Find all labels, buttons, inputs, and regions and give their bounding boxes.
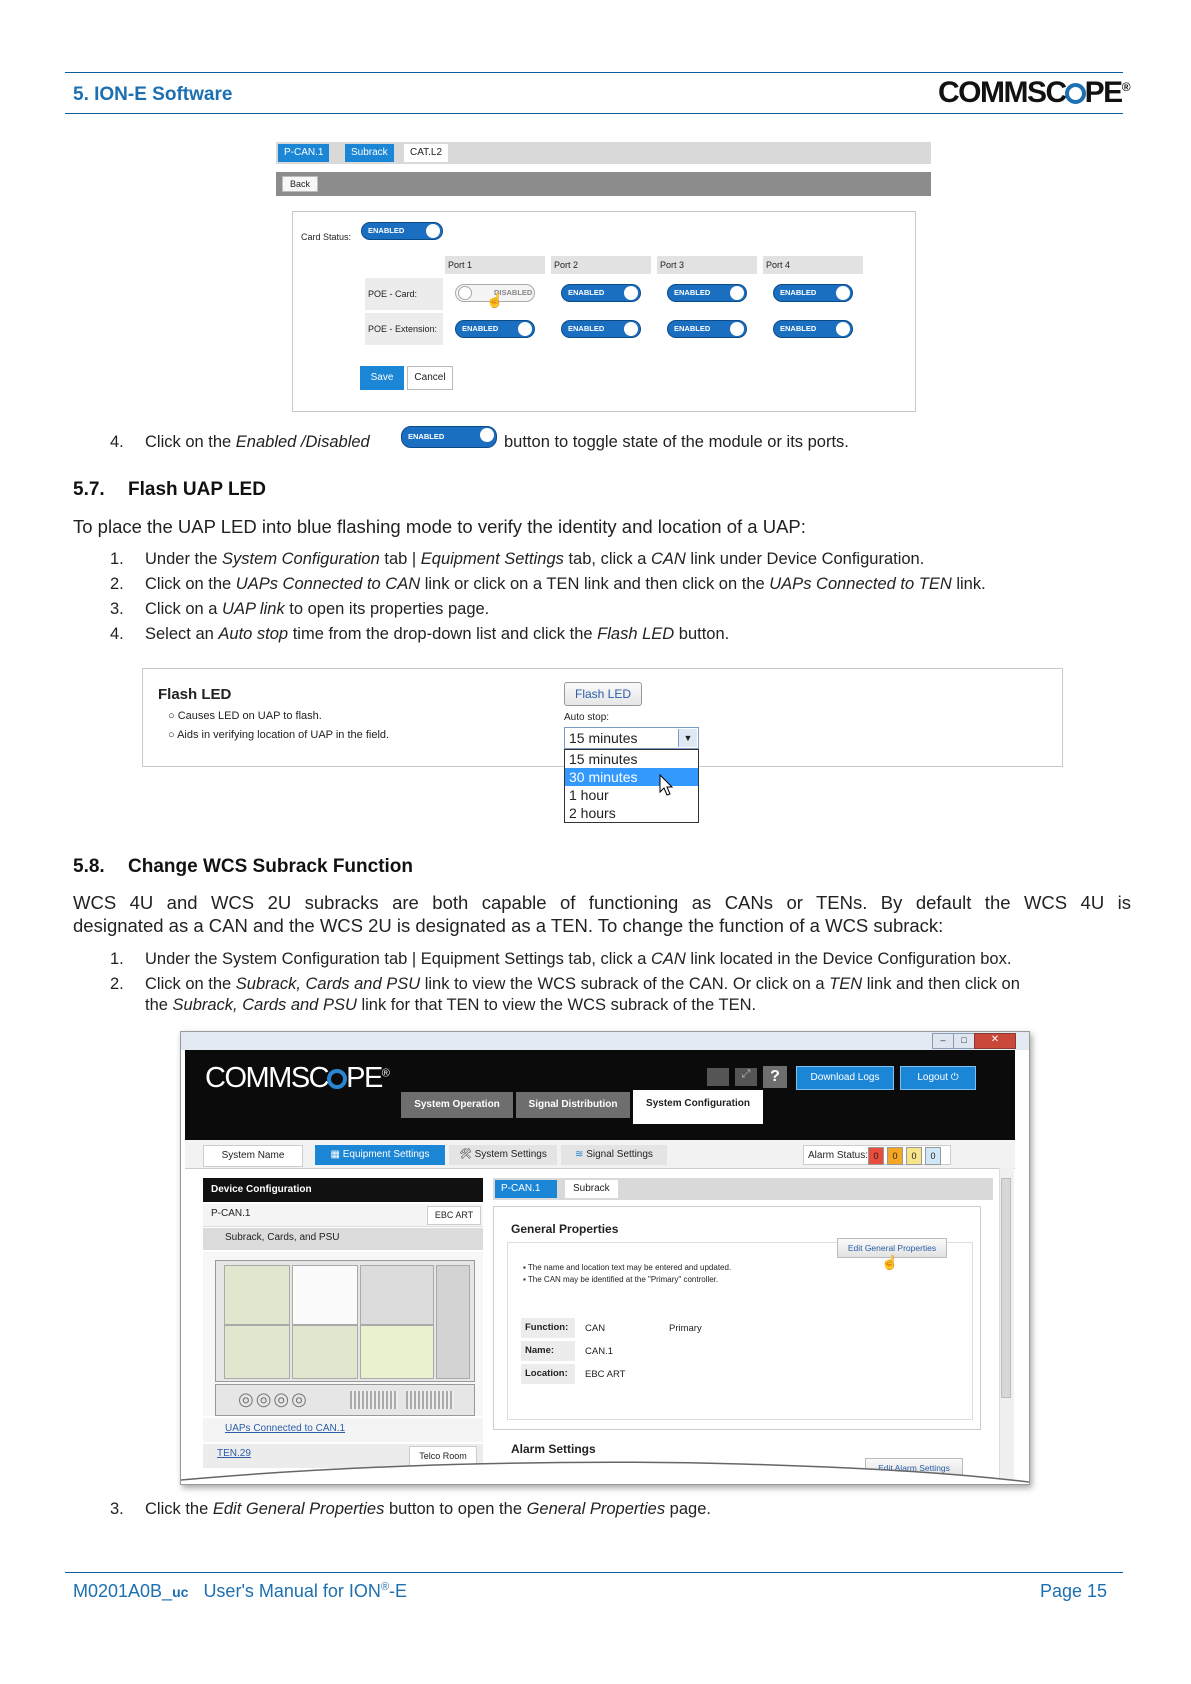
section-header-title: 5. ION-E Software (73, 84, 233, 105)
step-4-post: button to toggle state of the module or its ports. (504, 433, 849, 451)
subtab-system-name[interactable]: System Name (203, 1145, 303, 1167)
page-number: Page 15 (1040, 1581, 1108, 1601)
subrack-slot[interactable] (224, 1265, 290, 1325)
alarm-status: Alarm Status: (803, 1145, 951, 1165)
poe-ext-port3-toggle[interactable]: ENABLED (667, 320, 747, 338)
poe-card-port1-toggle[interactable]: DISABLED (455, 284, 535, 302)
note-2: ▪ The CAN may be identified at the "Primary" controller. (523, 1275, 719, 1284)
s57-step-3-number: 3. (110, 600, 124, 618)
ten-location: Telco Room (409, 1446, 477, 1466)
poe-card-port2-toggle[interactable]: ENABLED (561, 284, 641, 302)
s57-step-4: Select an Auto stop time from the drop-down list and click the Flash LED button. (145, 625, 730, 643)
s57-step-4-number: 4. (110, 625, 124, 643)
arrow-cursor-icon (659, 774, 675, 798)
breadcrumb-subrack: Subrack (565, 1180, 618, 1198)
maximize-icon[interactable]: □ (953, 1033, 975, 1049)
function-extra: Primary (669, 1323, 702, 1334)
s58-step-1: Under the System Configuration tab | Equipment Settings tab, click a CAN link located in the Device Configuration box. (145, 950, 1012, 968)
edit-general-properties-button[interactable]: Edit General Properties (837, 1238, 947, 1258)
tab-signal-distribution[interactable]: Signal Distribution (516, 1092, 630, 1118)
wifi-icon: ≋ (575, 1149, 584, 1160)
alarm-minor-count[interactable]: 0 (906, 1147, 922, 1165)
poe-card-label: POE - Card: (365, 278, 443, 310)
section-5-8-title: Change WCS Subrack Function (128, 856, 414, 877)
port-header-row (445, 256, 865, 274)
option-15-minutes[interactable]: 15 minutes (569, 751, 638, 767)
subrack-chassis[interactable] (215, 1260, 475, 1382)
poe-card-port4-toggle[interactable]: ENABLED (773, 284, 853, 302)
alarm-info-count[interactable]: 0 (925, 1147, 941, 1165)
alarm-settings-title: Alarm Settings (511, 1442, 596, 1456)
option-2-hours[interactable]: 2 hours (569, 805, 616, 821)
section-5-8-intro-line-2: designated as a CAN and the WCS 2U is designated as a TEN. To change the function of a WCS subrack: (73, 915, 944, 936)
hand-cursor-icon: ☝ (486, 292, 504, 308)
subtab-system-settings[interactable]: 🛠 System Settings (449, 1145, 557, 1165)
card-status-label: Card Status: (301, 232, 352, 242)
logo-text-end: PE (1084, 76, 1122, 109)
footer-rule (65, 1572, 1123, 1573)
s57-step-3: Click on a UAP link to open its properties page. (145, 600, 490, 618)
s58-step-2-number: 2. (110, 975, 124, 993)
header-bottom-rule (65, 113, 1123, 114)
subrack-card[interactable] (224, 1325, 290, 1379)
section-5-8-number: 5.8. (73, 856, 105, 877)
auto-stop-label: Auto stop: (564, 712, 610, 723)
power-icon: ⏻ (950, 1072, 959, 1083)
close-icon[interactable]: ✕ (974, 1033, 1016, 1049)
breadcrumb-pcan[interactable]: P-CAN.1 (278, 144, 329, 162)
logout-button[interactable]: Logout ⏻ (900, 1066, 976, 1090)
flash-led-bullet-1: ○ Causes LED on UAP to flash. (168, 710, 322, 722)
uaps-connected-link[interactable]: UAPs Connected to CAN.1 (225, 1423, 346, 1434)
s58-step-3: Click the Edit General Properties button to open the General Properties page. (145, 1500, 711, 1518)
flash-led-bullet-2: ○ Aids in verifying location of UAP in the field. (168, 729, 390, 741)
edit-alarm-settings-button[interactable]: Edit Alarm Settings (865, 1458, 963, 1478)
poe-extension-label: POE - Extension: (365, 313, 443, 345)
subtab-equipment-settings[interactable]: ▦ Equipment Settings (315, 1145, 445, 1165)
tab-system-configuration[interactable]: System Configuration (633, 1090, 763, 1124)
logo-ring-icon (327, 1069, 347, 1089)
app-logo: COMMSC PE® (205, 1062, 389, 1094)
help-icon[interactable]: ? (763, 1066, 787, 1088)
psu-fan-icons: ◎◎◎◎ (238, 1389, 309, 1409)
option-1-hour[interactable]: 1 hour (569, 787, 609, 803)
enabled-toggle-example: ENABLED (401, 426, 497, 448)
device-can-location: EBC ART (427, 1206, 481, 1225)
commscope-logo (938, 76, 1129, 110)
port-header-3: Port 3 (657, 256, 757, 274)
back-button[interactable]: Back (282, 176, 318, 192)
breadcrumb-pcan[interactable]: P-CAN.1 (495, 1180, 557, 1198)
section-5-8-intro-line-1: WCS 4U and WCS 2U subracks are both capable of functioning as CANs or TENs. By default the WCS 4U is (73, 892, 1131, 913)
logo-mark: ® (1121, 80, 1130, 94)
subtab-signal-settings[interactable]: ≋ Signal Settings (561, 1145, 667, 1165)
cancel-button[interactable]: Cancel (407, 366, 453, 390)
subrack-slot[interactable] (292, 1265, 358, 1325)
torn-edge (181, 1452, 1029, 1485)
tools-icon: 🛠 (459, 1149, 472, 1160)
auto-stop-selected: 15 minutes (569, 730, 638, 746)
subrack-slot[interactable] (360, 1265, 434, 1325)
flash-led-title: Flash LED (158, 686, 232, 703)
function-label: Function: (521, 1318, 575, 1338)
hand-cursor-icon: ☝ (881, 1254, 899, 1270)
psu-row[interactable] (215, 1384, 475, 1416)
section-5-7-title: Flash UAP LED (128, 479, 266, 500)
s57-step-1: Under the System Configuration tab | Equipment Settings tab, click a CAN link under Device Configuration. (145, 550, 925, 568)
tab-system-operation[interactable]: System Operation (401, 1092, 513, 1118)
step-4-pre: Click on the (145, 433, 236, 451)
subrack-card[interactable] (360, 1325, 434, 1379)
step-4-number: 4. (110, 433, 124, 451)
app-window (180, 1031, 1030, 1485)
port-header-1: Port 1 (445, 256, 545, 274)
location-value: EBC ART (585, 1369, 626, 1380)
name-label: Name: (521, 1341, 575, 1361)
ten-link[interactable]: TEN.29 (217, 1448, 251, 1459)
location-label: Location: (521, 1364, 575, 1384)
section-5-7-intro: To place the UAP LED into blue flashing mode to verify the identity and location of a UAP: (73, 516, 806, 537)
psu-vent (406, 1391, 454, 1409)
alarm-major-count[interactable]: 0 (887, 1147, 903, 1165)
s58-step-3-number: 3. (110, 1500, 124, 1518)
auto-stop-select[interactable] (564, 727, 699, 749)
s58-step-2-line-2: the Subrack, Cards and PSU link for that TEN to view the WCS subrack of the TEN. (145, 996, 757, 1014)
device-can-name[interactable]: P-CAN.1 (211, 1208, 251, 1219)
logo-ring-icon (1065, 83, 1086, 104)
alarm-critical-count[interactable]: 0 (868, 1147, 884, 1165)
minimize-icon[interactable]: – (932, 1033, 954, 1049)
subrack-card[interactable] (292, 1325, 358, 1379)
device-config-title: Device Configuration (203, 1178, 483, 1202)
logo-text-start: COMMSC (938, 76, 1066, 109)
subrack-link[interactable]: Subrack, Cards, and PSU (225, 1232, 340, 1243)
option-30-minutes[interactable]: 30 minutes (565, 768, 698, 786)
poe-card-port3-toggle[interactable]: ENABLED (667, 284, 747, 302)
name-value: CAN.1 (585, 1346, 613, 1357)
printer-icon[interactable] (707, 1068, 729, 1086)
chevron-down-icon[interactable]: ▼ (678, 729, 697, 747)
function-value: CAN (585, 1323, 606, 1334)
step-4-text (145, 433, 370, 452)
auto-stop-options (564, 749, 699, 823)
s57-step-2-number: 2. (110, 575, 124, 593)
s58-step-2-line-1: Click on the Subrack, Cards and PSU link to view the WCS subrack of the CAN. Or click on a TEN link and then click on (145, 975, 1020, 993)
equipment-grid-icon: ▦ (330, 1149, 340, 1160)
breadcrumb-current: CAT.L2 (404, 144, 448, 162)
save-button[interactable]: Save (360, 366, 404, 390)
note-1: ▪ The name and location text may be entered and updated. (523, 1263, 732, 1272)
port-header-2: Port 2 (551, 256, 651, 274)
header-top-rule (65, 72, 1123, 73)
download-logs-button[interactable]: Download Logs (796, 1066, 894, 1090)
window-titlebar (181, 1032, 1029, 1050)
back-bar (276, 172, 931, 196)
s58-step-1-number: 1. (110, 950, 124, 968)
fullscreen-icon[interactable]: ⤢ (735, 1068, 757, 1086)
scrollbar-thumb[interactable] (1001, 1178, 1011, 1398)
s57-step-1-number: 1. (110, 550, 124, 568)
port-header-4: Port 4 (763, 256, 863, 274)
general-properties-title: General Properties (511, 1222, 619, 1236)
card-status-toggle[interactable]: ENABLED (361, 222, 443, 240)
subrack-side-panel (436, 1265, 470, 1379)
poe-ext-port2-toggle[interactable]: ENABLED (561, 320, 641, 338)
step-4-italic: Enabled /Disabled (235, 433, 370, 451)
psu-vent (350, 1391, 398, 1409)
section-5-7-number: 5.7. (73, 479, 105, 500)
footer-doc-id: M0201A0B_uc User's Manual for ION®-E (73, 1581, 408, 1601)
s57-step-2: Click on the UAPs Connected to CAN link or click on a TEN link and then click on the UAPs Connected to TEN link. (145, 575, 986, 593)
poe-ext-port1-toggle[interactable]: ENABLED (455, 320, 535, 338)
poe-ext-port4-toggle[interactable]: ENABLED (773, 320, 853, 338)
breadcrumb-subrack[interactable]: Subrack (345, 144, 394, 162)
flash-led-button[interactable]: Flash LED (564, 682, 642, 706)
